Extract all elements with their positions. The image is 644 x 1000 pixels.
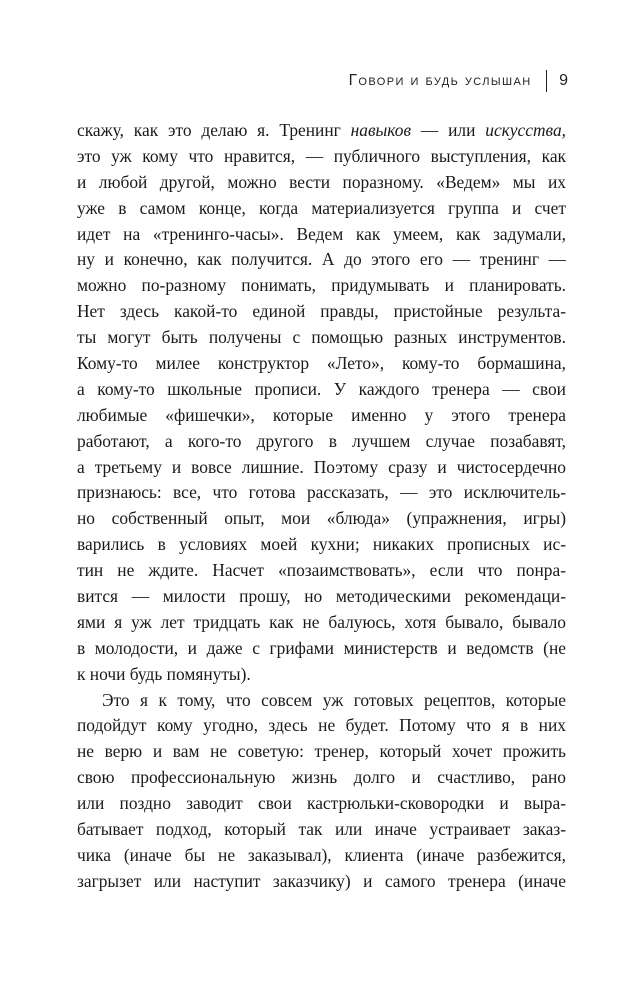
text-run: навыков bbox=[350, 120, 412, 140]
text-run: но собственный опыт, мои «блюда» (упражнения, игры) bbox=[77, 508, 566, 529]
text-run: тин не ждите. Насчет «позаимствовать», если что понра- bbox=[77, 560, 566, 581]
text-run: к ночи будь помянуты). bbox=[77, 663, 251, 684]
text-line bbox=[77, 170, 566, 196]
running-head bbox=[349, 70, 568, 92]
text-line bbox=[77, 273, 566, 299]
text-run: вится — милости прошу, но методическими рекомендаци- bbox=[77, 586, 566, 607]
text-run: — или bbox=[411, 120, 486, 140]
text-run: любимые «фишечки», которые именно у этого тренера bbox=[77, 404, 566, 425]
text-run: Нет здесь какой-то единой правды, пристойные результа- bbox=[77, 301, 566, 322]
text-line bbox=[77, 791, 566, 817]
text-line bbox=[77, 817, 566, 843]
text-line bbox=[77, 713, 566, 739]
text-line bbox=[77, 325, 566, 351]
text-run: ну и конечно, как получится. А до этого его — тренинг — bbox=[77, 249, 566, 270]
text-run: загрызет или наступит заказчику) и самого тренера (иначе bbox=[77, 870, 566, 891]
text-line bbox=[77, 222, 566, 248]
text-line bbox=[77, 455, 566, 481]
running-title: Говори и будь услышан bbox=[348, 72, 532, 89]
text-line bbox=[77, 662, 566, 688]
text-line bbox=[77, 506, 566, 532]
text-line bbox=[77, 869, 566, 895]
text-line bbox=[77, 558, 566, 584]
paragraph bbox=[77, 118, 566, 688]
text-line bbox=[77, 429, 566, 455]
text-line bbox=[77, 532, 566, 558]
text-run: свою профессиональную жизнь долго и счастливо, рано bbox=[77, 767, 566, 788]
text-line bbox=[77, 196, 566, 222]
text-run: это уж кому что нравится, — публичного выступления, как bbox=[77, 145, 566, 166]
text-line bbox=[77, 843, 566, 869]
text-line bbox=[77, 247, 566, 273]
text-run: признаюсь: все, что готова рассказать, — это исключитель- bbox=[77, 482, 566, 503]
text-run: или поздно заводит свои кастрюльки-сковородки и выра- bbox=[77, 793, 566, 814]
text-line bbox=[77, 610, 566, 636]
text-line bbox=[77, 584, 566, 610]
text-run: чика (иначе бы не заказывал), клиента (иначе разбежится, bbox=[77, 844, 566, 865]
text-run: ями я уж лет тридцать как не балуюсь, хотя бывало, бывало bbox=[77, 611, 566, 632]
text-run: а третьему и вовсе лишние. Поэтому сразу и чистосердечно bbox=[77, 456, 566, 477]
text-run: в молодости, и даже с грифами министерств и ведомств (не bbox=[77, 637, 566, 658]
text-run: батывает подход, который так или иначе устраивает заказ- bbox=[77, 819, 566, 840]
text-run: Кому-то милее конструктор «Лето», кому-то бормашина, bbox=[77, 353, 566, 374]
text-line bbox=[77, 480, 566, 506]
text-line bbox=[77, 299, 566, 325]
text-line bbox=[77, 739, 566, 765]
text-line bbox=[77, 688, 566, 714]
text-run: не верю и вам не советую: тренер, который хочет прожить bbox=[77, 741, 566, 762]
text-run: идет на «тренинго-часы». Ведем как умеем, как задумали, bbox=[77, 223, 566, 244]
text-run: а кому-то школьные прописи. У каждого тренера — свои bbox=[77, 378, 566, 399]
paragraph bbox=[77, 688, 566, 895]
text-run: подойдут кому угодно, здесь не будет. Потому что я в них bbox=[77, 715, 566, 736]
text-line bbox=[77, 351, 566, 377]
text-run: искусства, bbox=[485, 120, 566, 140]
text-line bbox=[77, 636, 566, 662]
text-line bbox=[77, 403, 566, 429]
text-run: варились в условиях моей кухни; никаких прописных ис- bbox=[77, 534, 566, 555]
text-run: скажу, как это делаю я. Тренинг bbox=[77, 120, 351, 140]
header-separator bbox=[546, 70, 548, 92]
text-run: можно по-разному понимать, придумывать и планировать. bbox=[77, 275, 566, 296]
text-line bbox=[77, 765, 566, 791]
text-line bbox=[77, 118, 566, 144]
text-run: и любой другой, можно вести поразному. «Ведем» мы их bbox=[77, 171, 566, 192]
text-run: Это я к тому, что совсем уж готовых рецептов, которые bbox=[102, 689, 566, 710]
body-text bbox=[77, 118, 566, 895]
text-run: ты могут быть получены с помощью разных инструментов. bbox=[77, 327, 566, 348]
text-line bbox=[77, 144, 566, 170]
text-line bbox=[77, 377, 566, 403]
page-number: 9 bbox=[559, 72, 568, 89]
text-run: уже в самом конце, когда материализуется группа и счет bbox=[77, 197, 566, 218]
text-run: работают, а кого-то другого в лучшем случае позабавят, bbox=[77, 430, 566, 451]
